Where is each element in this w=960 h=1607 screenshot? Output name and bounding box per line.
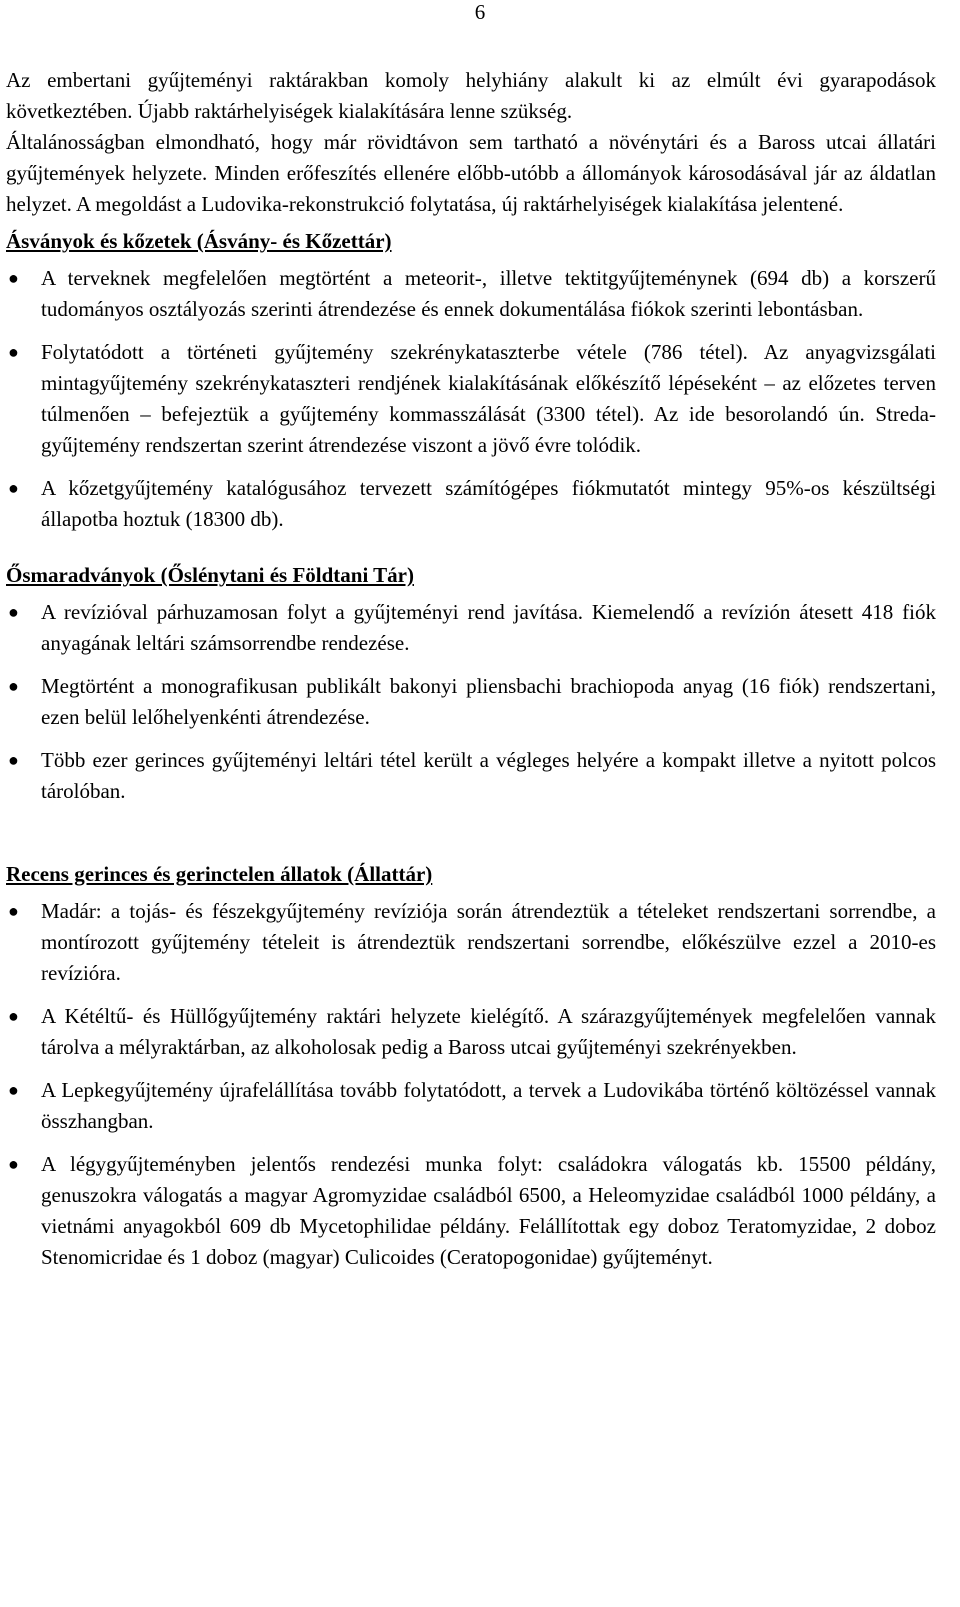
bullet-list	[6, 597, 936, 807]
bullet-icon: ●	[8, 478, 19, 498]
list-item-text: A kőzetgyűjtemény katalógusához tervezett számítógépes fiókmutatót mintegy 95%-os készültségi állapotba hoztuk (18300 db).	[41, 476, 936, 531]
document-body	[6, 65, 936, 1273]
section-heading: Recens gerinces és gerinctelen állatok (Állattár)	[6, 862, 433, 886]
bullet-icon: ●	[8, 1154, 19, 1174]
section-heading: Ásványok és kőzetek (Ásvány- és Kőzettár)	[6, 229, 392, 253]
list-item-text: Folytatódott a történeti gyűjtemény szekrénykataszterbe vétele (786 tétel). Az anyagvizsgálati mintagyűjtemény szekrénykataszteri rendjének kialakításának előkészítő lépéseként – az előzetes terven túlmenően – befejeztük a gyűjtemény kommasszálását (3300 tétel). Az ide besorolandó ún. Streda-gyűjtemény rendszertan szerint átrendezése viszont a jövő évre tolódik.	[41, 340, 936, 457]
list-item-text: A terveknek megfelelően megtörtént a meteorit-, illetve tektitgyűjteménynek (694 db) a korszerű tudományos osztályozás szerinti átrendezése és ennek dokumentálása fiókok szerinti lebontásban.	[41, 266, 936, 321]
list-item	[6, 1075, 936, 1137]
list-item-text: Megtörtént a monografikusan publikált bakonyi pliensbachi brachiopoda anyag (16 fiók) rendszertani, ezen belül lelőhelyenkénti átrendezése.	[41, 674, 936, 729]
bullet-icon: ●	[8, 602, 19, 622]
list-item	[6, 597, 936, 659]
bullet-icon: ●	[8, 342, 19, 362]
list-item	[6, 896, 936, 989]
list-item	[6, 337, 936, 461]
list-item	[6, 263, 936, 325]
list-item	[6, 1001, 936, 1063]
list-item	[6, 671, 936, 733]
section-heading: Ősmaradványok (Őslénytani és Földtani Tár)	[6, 563, 414, 587]
list-item-text: A revízióval párhuzamosan folyt a gyűjteményi rend javítása. Kiemelendő a revízión átesett 418 fiók anyagának leltári számsorrendbe rendezése.	[41, 600, 936, 655]
list-item	[6, 745, 936, 807]
bullet-list	[6, 896, 936, 1273]
bullet-icon: ●	[8, 268, 19, 288]
list-item	[6, 1149, 936, 1273]
bullet-icon: ●	[8, 750, 19, 770]
bullet-icon: ●	[8, 901, 19, 921]
intro-paragraph: Általánosságban elmondható, hogy már rövidtávon sem tartható a növénytári és a Baross utcai állatári gyűjtemények helyzete. Minden erőfeszítés ellenére előbb-utóbb a állományok károsodásával jár az áldatlan helyzet. A megoldást a Ludovika-rekonstrukció folytatása, új raktárhelyiségek kialakítása jelentené.	[6, 130, 936, 216]
list-item-text: A légygyűjteményben jelentős rendezési munka folyt: családokra válogatás kb. 15500 példány, genuszokra válogatás a magyar Agromyzidae családból 6500, a Heleomyzidae családból 1000 példány, a vietnámi anyagokból 609 db Mycetophilidae példány. Felállítottak egy doboz Teratomyzidae, 2 doboz Stenomicridae és 1 doboz (magyar) Culicoides (Ceratopogonidae) gyűjteményt.	[41, 1152, 936, 1269]
list-item-text: Madár: a tojás- és fészekgyűjtemény revíziója során átrendeztük a tételeket rendszertani sorrendbe, a montírozott gyűjtemény tételeit is átrendeztük rendszertani sorrendbe, előkészülve ezzel a 2010-es revízióra.	[41, 899, 936, 985]
list-item-text: Több ezer gerinces gyűjteményi leltári tétel került a végleges helyére a kompakt illetve a nyitott polcos tárolóban.	[41, 748, 936, 803]
bullet-icon: ●	[8, 676, 19, 696]
intro-paragraph: Az embertani gyűjteményi raktárakban komoly helyhiány alakult ki az elmúlt évi gyarapodások következtében. Újabb raktárhelyiségek kialakítására lenne szükség.	[6, 68, 936, 123]
list-item-text: A Kétéltű- és Hüllőgyűjtemény raktári helyzete kielégítő. A szárazgyűjtemények megfelelően vannak tárolva a mélyraktárban, az alkoholosak pedig a Baross utcai gyűjteményi szekrényekben.	[41, 1004, 936, 1059]
bullet-icon: ●	[8, 1080, 19, 1100]
list-item-text: A Lepkegyűjtemény újrafelállítása tovább folytatódott, a tervek a Ludovikába történő költözéssel vannak összhangban.	[41, 1078, 936, 1133]
bullet-list	[6, 263, 936, 535]
page-number: 6	[474, 0, 486, 24]
bullet-icon: ●	[8, 1006, 19, 1026]
list-item	[6, 473, 936, 535]
